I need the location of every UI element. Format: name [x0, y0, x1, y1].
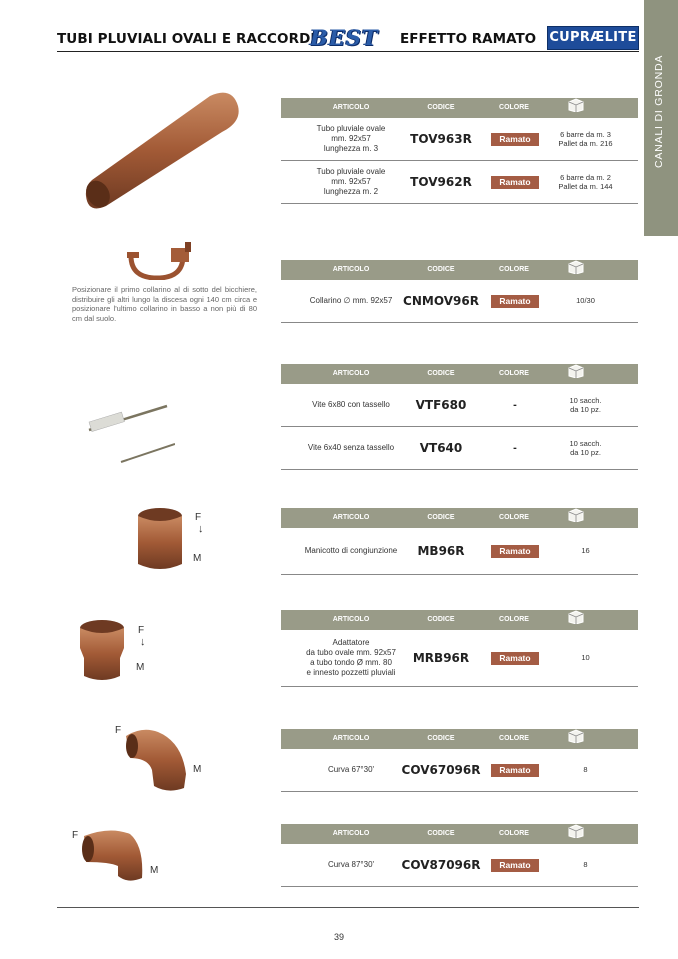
table-header — [281, 364, 638, 384]
installation-note: Posizionare il primo collarino al di sotto del bicchiere, distribuire gli altri lungo la discesa ogni 140 cm circa e posizionare l'ultimo collarino in basso a non più di 80 cm dal suolo. — [72, 285, 257, 323]
table-row — [281, 630, 638, 687]
package-box-icon — [567, 610, 585, 624]
imballo-cell: 10 sacch. da 10 pz. — [569, 438, 602, 457]
table-header — [281, 610, 638, 630]
imballo-cell: 10/30 — [576, 296, 595, 306]
column-header-colore: COLORE — [499, 616, 529, 623]
column-header-articolo: ARTICOLO — [332, 370, 370, 377]
column-header-articolo: ARTICOLO — [332, 266, 370, 273]
oval-pipe-image — [82, 88, 242, 213]
product-table — [281, 610, 638, 687]
colore-badge: Ramato — [491, 764, 539, 777]
product-table — [281, 260, 638, 323]
imballo-cell: 8 — [583, 765, 588, 775]
package-box-icon — [567, 729, 585, 743]
codice-cell: COV67096R — [401, 763, 481, 777]
table-header — [281, 824, 638, 844]
table-row — [281, 280, 638, 323]
codice-cell: VTF680 — [415, 398, 467, 412]
articolo-cell: Tubo pluviale ovale mm. 92x57 lunghezza m. 3 — [316, 124, 386, 153]
column-header-colore: COLORE — [499, 514, 529, 521]
header-rule — [57, 51, 639, 52]
colore-badge: Ramato — [491, 859, 539, 872]
arrow-down-icon: ↓ — [198, 523, 204, 535]
codice-cell: MRB96R — [412, 651, 470, 665]
table-header — [281, 729, 638, 749]
collar-image — [125, 238, 193, 280]
articolo-cell: Curva 87°30' — [327, 860, 375, 869]
product-table — [281, 364, 638, 470]
colore-badge: Ramato — [491, 295, 539, 308]
table-header — [281, 260, 638, 280]
package-box-icon — [567, 364, 585, 378]
colore-badge: Ramato — [491, 133, 539, 146]
column-header-colore: COLORE — [499, 266, 529, 273]
arrow-down-icon: ↓ — [140, 636, 146, 648]
label-f: F — [72, 830, 79, 841]
table-row — [281, 161, 638, 204]
articolo-cell: Manicotto di congiunzione — [304, 546, 398, 555]
articolo-cell: Adattatore da tubo ovale mm. 92x57 a tubo tondo Ø mm. 80 e innesto pozzetti pluviali — [306, 638, 396, 677]
codice-cell: CNMOV96R — [403, 294, 479, 308]
side-tab — [644, 0, 678, 236]
imballo-cell: 6 barre da m. 3 Pallet da m. 216 — [558, 129, 613, 148]
column-header-codice: CODICE — [427, 370, 455, 377]
column-header-articolo: ARTICOLO — [332, 616, 370, 623]
label-m: M — [193, 553, 202, 564]
column-header-articolo: ARTICOLO — [332, 735, 370, 742]
product-table — [281, 729, 638, 792]
adapter-image — [76, 618, 128, 682]
package-box-icon — [567, 98, 585, 112]
header-title-right: EFFETTO RAMATO — [400, 31, 537, 47]
table-row — [281, 528, 638, 575]
articolo-cell: Tubo pluviale ovale mm. 92x57 lunghezza m. 2 — [316, 167, 386, 196]
column-header-codice: CODICE — [427, 735, 455, 742]
table-row — [281, 384, 638, 427]
column-header-codice: CODICE — [427, 104, 455, 111]
column-header-codice: CODICE — [427, 830, 455, 837]
codice-cell: MB96R — [417, 544, 465, 558]
codice-cell: COV87096R — [401, 858, 481, 872]
codice-cell: TOV963R — [410, 132, 472, 146]
articolo-cell: Vite 6x80 con tassello — [312, 400, 390, 409]
imballo-cell: 10 — [581, 653, 590, 663]
table-row — [281, 749, 638, 792]
product-table — [281, 824, 638, 887]
colore-badge: Ramato — [491, 545, 539, 558]
brand-best-logo: BEST — [310, 25, 379, 50]
label-m: M — [136, 662, 145, 673]
product-table — [281, 98, 638, 204]
colore-badge: - — [513, 441, 517, 454]
column-header-codice: CODICE — [427, 514, 455, 521]
codice-cell: VT640 — [419, 441, 463, 455]
screws-image — [85, 398, 175, 468]
header-title-left: TUBI PLUVIALI OVALI E RACCORDI — [57, 31, 316, 47]
articolo-cell: Curva 67°30' — [327, 765, 375, 774]
page-header — [57, 26, 639, 52]
column-header-articolo: ARTICOLO — [332, 104, 370, 111]
column-header-colore: COLORE — [499, 104, 529, 111]
colore-badge: Ramato — [491, 652, 539, 665]
imballo-cell: 16 — [581, 546, 590, 556]
imballo-cell: 6 barre da m. 2 Pallet da m. 144 — [558, 172, 613, 191]
product-table — [281, 508, 638, 575]
imballo-cell: 8 — [583, 860, 588, 870]
table-row — [281, 427, 638, 470]
column-header-colore: COLORE — [499, 830, 529, 837]
imballo-cell: 10 sacch. da 10 pz. — [569, 395, 602, 414]
colore-badge: Ramato — [491, 176, 539, 189]
footer-rule — [57, 907, 639, 908]
label-m: M — [150, 865, 159, 876]
articolo-cell: Vite 6x40 senza tassello — [307, 443, 395, 452]
package-box-icon — [567, 824, 585, 838]
colore-badge: - — [513, 398, 517, 411]
label-f: F — [138, 625, 145, 636]
curve-67-image — [122, 724, 188, 792]
column-header-articolo: ARTICOLO — [332, 514, 370, 521]
side-tab-label: CANALI DI GRONDA — [653, 54, 665, 168]
page-number: 39 — [333, 932, 344, 942]
table-row — [281, 118, 638, 161]
table-header — [281, 98, 638, 118]
coupling-image — [134, 506, 186, 574]
column-header-colore: COLORE — [499, 370, 529, 377]
articolo-cell: Collarino ∅ mm. 92x57 — [309, 296, 393, 305]
package-box-icon — [567, 508, 585, 522]
codice-cell: TOV962R — [410, 175, 472, 189]
column-header-codice: CODICE — [427, 266, 455, 273]
cupraelite-logo: CUPRÆLITE — [547, 26, 639, 50]
curve-87-image — [80, 826, 146, 882]
label-f: F — [115, 725, 122, 736]
table-header — [281, 508, 638, 528]
table-row — [281, 844, 638, 887]
package-box-icon — [567, 260, 585, 274]
label-m: M — [193, 764, 202, 775]
column-header-colore: COLORE — [499, 735, 529, 742]
column-header-articolo: ARTICOLO — [332, 830, 370, 837]
column-header-codice: CODICE — [427, 616, 455, 623]
label-f: F — [195, 512, 202, 523]
